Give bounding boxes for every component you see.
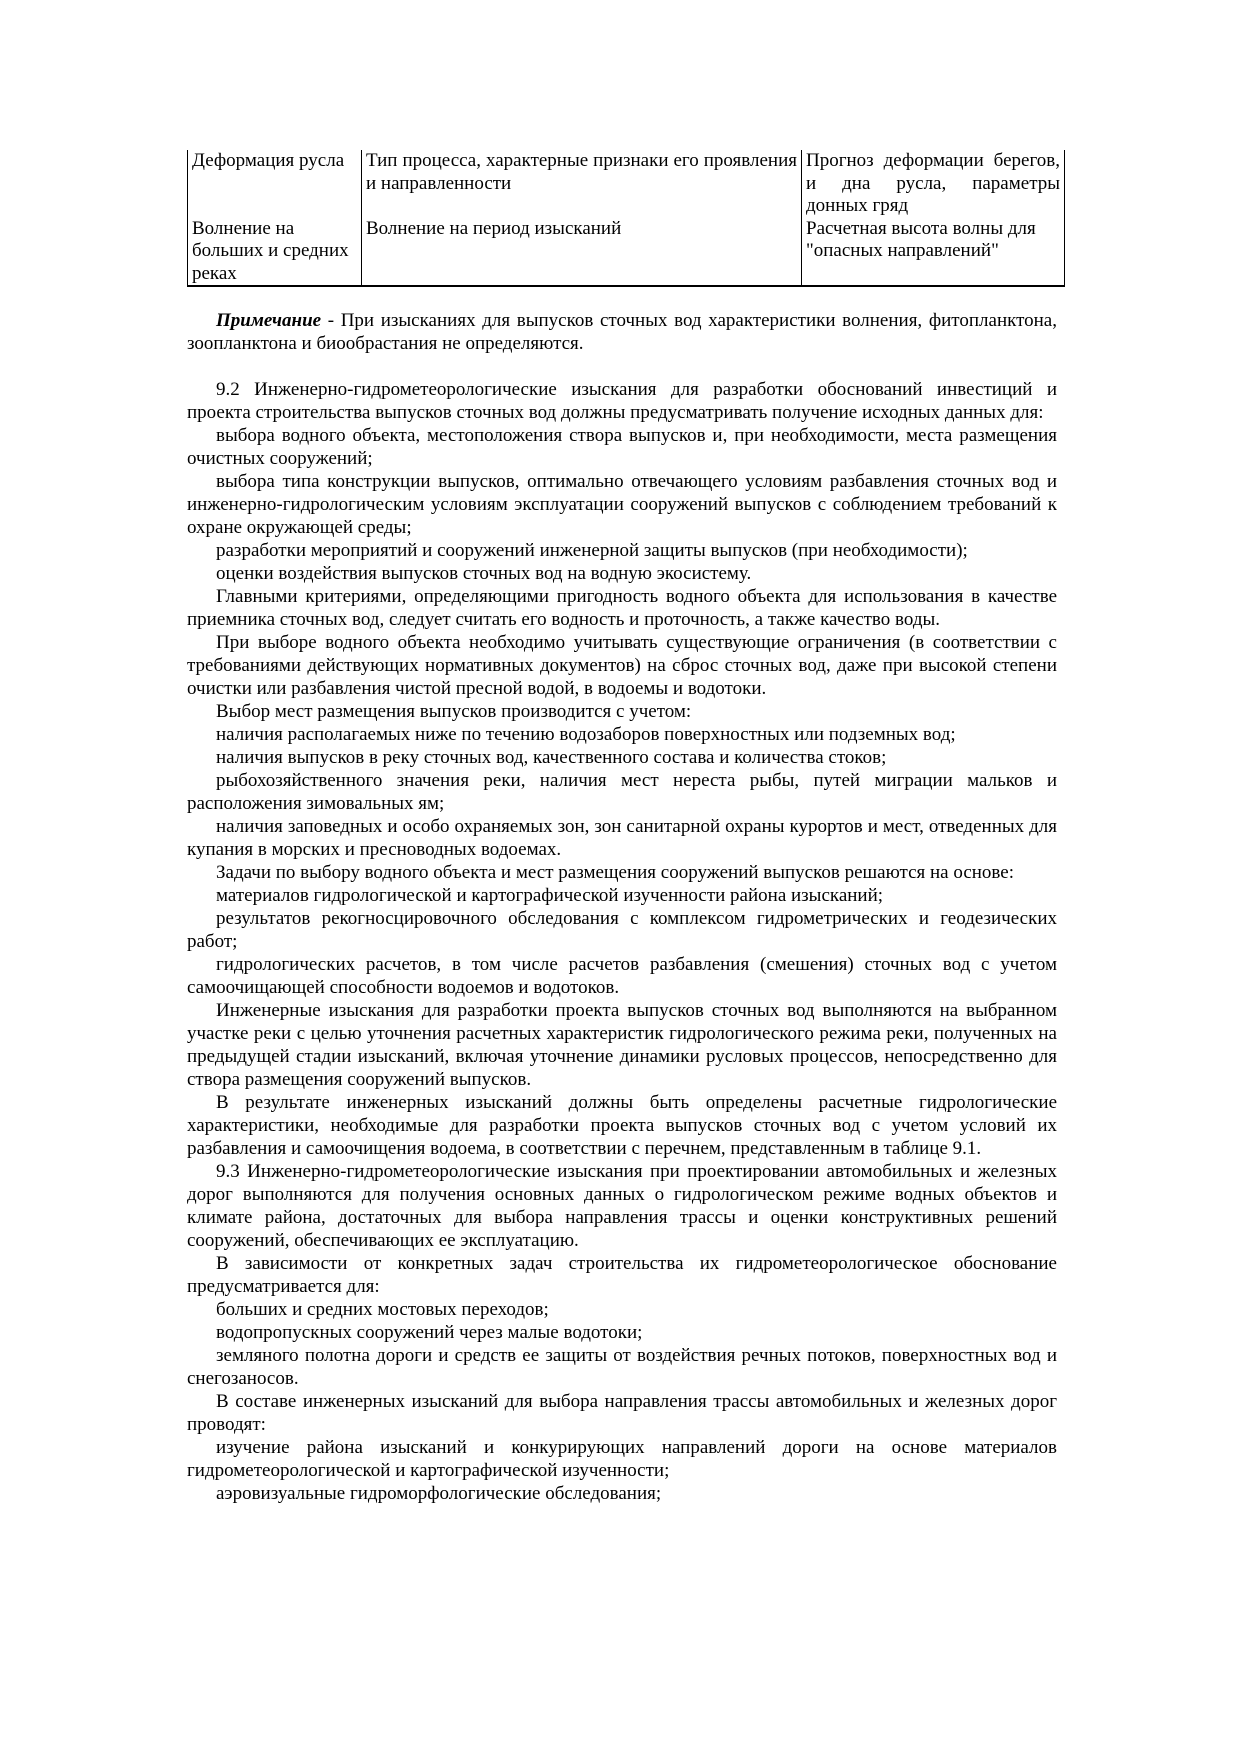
paragraph: наличия располагаемых ниже по течению водозаборов поверхностных или подземных вод; bbox=[216, 724, 956, 745]
paragraph: больших и средних мостовых переходов; bbox=[216, 1299, 549, 1320]
paragraph: материалов гидрологической и картографической изученности района изысканий; bbox=[216, 885, 884, 906]
requirements-table bbox=[187, 150, 1065, 287]
paragraph: результатов рекогносцировочного обследования с комплексом гидрометрических и геодезических работ; bbox=[187, 908, 1057, 952]
table-row bbox=[188, 218, 1065, 287]
paragraph: разработки мероприятий и сооружений инженерной защиты выпусков (при необходимости); bbox=[216, 540, 968, 561]
table-cell-results: Расчетная высота волны для "опасных направлений" bbox=[802, 218, 1065, 287]
paragraph: наличия выпусков в реку сточных вод, качественного состава и количества стоков; bbox=[216, 747, 887, 768]
document-page bbox=[187, 150, 1060, 1505]
table-row bbox=[188, 150, 1065, 218]
paragraph: аэровизуальные гидроморфологические обследования; bbox=[216, 1483, 662, 1504]
paragraph: Инженерные изыскания для разработки проекта выпусков сточных вод выполняются на выбранном участке реки с целью уточнения расчетных характеристик гидрологического режима реки, полученных на предыдущей стадии изысканий, включая уточнение динамики русловых процессов, непосредственно для створа размещения сооружений выпусков. bbox=[187, 1000, 1057, 1090]
body-text bbox=[187, 309, 1057, 1505]
paragraph: земляного полотна дороги и средств ее защиты от воздействия речных потоков, поверхностных вод и снегозаносов. bbox=[187, 1345, 1057, 1389]
note-paragraph bbox=[187, 309, 1057, 355]
note-label: Примечание bbox=[216, 310, 322, 331]
table-cell-results: Прогноз деформации берегов, и дна русла, параметры донных гряд bbox=[802, 150, 1065, 218]
table-cell-parameter: Волнение на больших и средних реках bbox=[188, 218, 362, 287]
paragraph: Задачи по выбору водного объекта и мест размещения сооружений выпусков решаются на основе: bbox=[216, 862, 1014, 883]
table-cell-observations: Волнение на период изысканий bbox=[362, 218, 802, 287]
paragraph: Главными критериями, определяющими пригодность водного объекта для использования в качестве приемника сточных вод, следует считать его водность и проточность, а также качество воды. bbox=[187, 586, 1057, 630]
table-cell-parameter: Деформация русла bbox=[188, 150, 362, 218]
paragraph: При выборе водного объекта необходимо учитывать существующие ограничения (в соответствии с требованиями действующих нормативных документов) на сброс сточных вод, даже при высокой степени очистки или разбавления чистой пресной водой, в водоемы и водотоки. bbox=[187, 632, 1057, 699]
note-text: - При изысканиях для выпусков сточных вод характеристики волнения, фитопланктона, зоопланктона и биообрастания не определяются. bbox=[187, 310, 1057, 354]
paragraph: наличия заповедных и особо охраняемых зон, зон санитарной охраны курортов и мест, отведенных для купания в морских и пресноводных водоемах. bbox=[187, 816, 1057, 860]
paragraph: В зависимости от конкретных задач строительства их гидрометеорологическое обоснование предусматривается для: bbox=[187, 1253, 1057, 1297]
paragraph: водопропускных сооружений через малые водотоки; bbox=[216, 1322, 643, 1343]
paragraph: гидрологических расчетов, в том числе расчетов разбавления (смешения) сточных вод с учетом самоочищающей способности водоемов и водотоков. bbox=[187, 954, 1057, 998]
paragraph: изучение района изысканий и конкурирующих направлений дороги на основе материалов гидрометеорологической и картографической изученности; bbox=[187, 1437, 1057, 1481]
paragraph: 9.2 Инженерно-гидрометеорологические изыскания для разработки обоснований инвестиций и проекта строительства выпусков сточных вод должны предусматривать получение исходных данных для: bbox=[187, 379, 1057, 423]
paragraph: выбора водного объекта, местоположения створа выпусков и, при необходимости, места размещения очистных сооружений; bbox=[187, 425, 1057, 469]
paragraph: Выбор мест размещения выпусков производится с учетом: bbox=[216, 701, 692, 722]
paragraph: В составе инженерных изысканий для выбора направления трассы автомобильных и железных дорог проводят: bbox=[187, 1391, 1057, 1435]
table-cell-observations: Тип процесса, характерные признаки его проявления и направленности bbox=[362, 150, 802, 218]
paragraph: рыбохозяйственного значения реки, наличия мест нереста рыбы, путей миграции мальков и расположения зимовальных ям; bbox=[187, 770, 1057, 814]
paragraph: выбора типа конструкции выпусков, оптимально отвечающего условиям разбавления сточных вод и инженерно-гидрологическим условиям эксплуатации сооружений выпусков с соблюдением требований к охране окружающей среды; bbox=[187, 471, 1057, 538]
paragraph: В результате инженерных изысканий должны быть определены расчетные гидрологические характеристики, необходимые для разработки проекта выпусков сточных вод с учетом условий их разбавления и самоочищения водоема, в соответствии с перечнем, представленным в таблице 9.1. bbox=[187, 1092, 1057, 1159]
paragraph: 9.3 Инженерно-гидрометеорологические изыскания при проектировании автомобильных и железных дорог выполняются для получения основных данных о гидрологическом режиме водных объектов и климате района, достаточных для выбора направления трассы и оценки конструктивных решений сооружений, обеспечивающих ее эксплуатацию. bbox=[187, 1161, 1057, 1251]
paragraph: оценки воздействия выпусков сточных вод на водную экосистему. bbox=[216, 563, 752, 584]
